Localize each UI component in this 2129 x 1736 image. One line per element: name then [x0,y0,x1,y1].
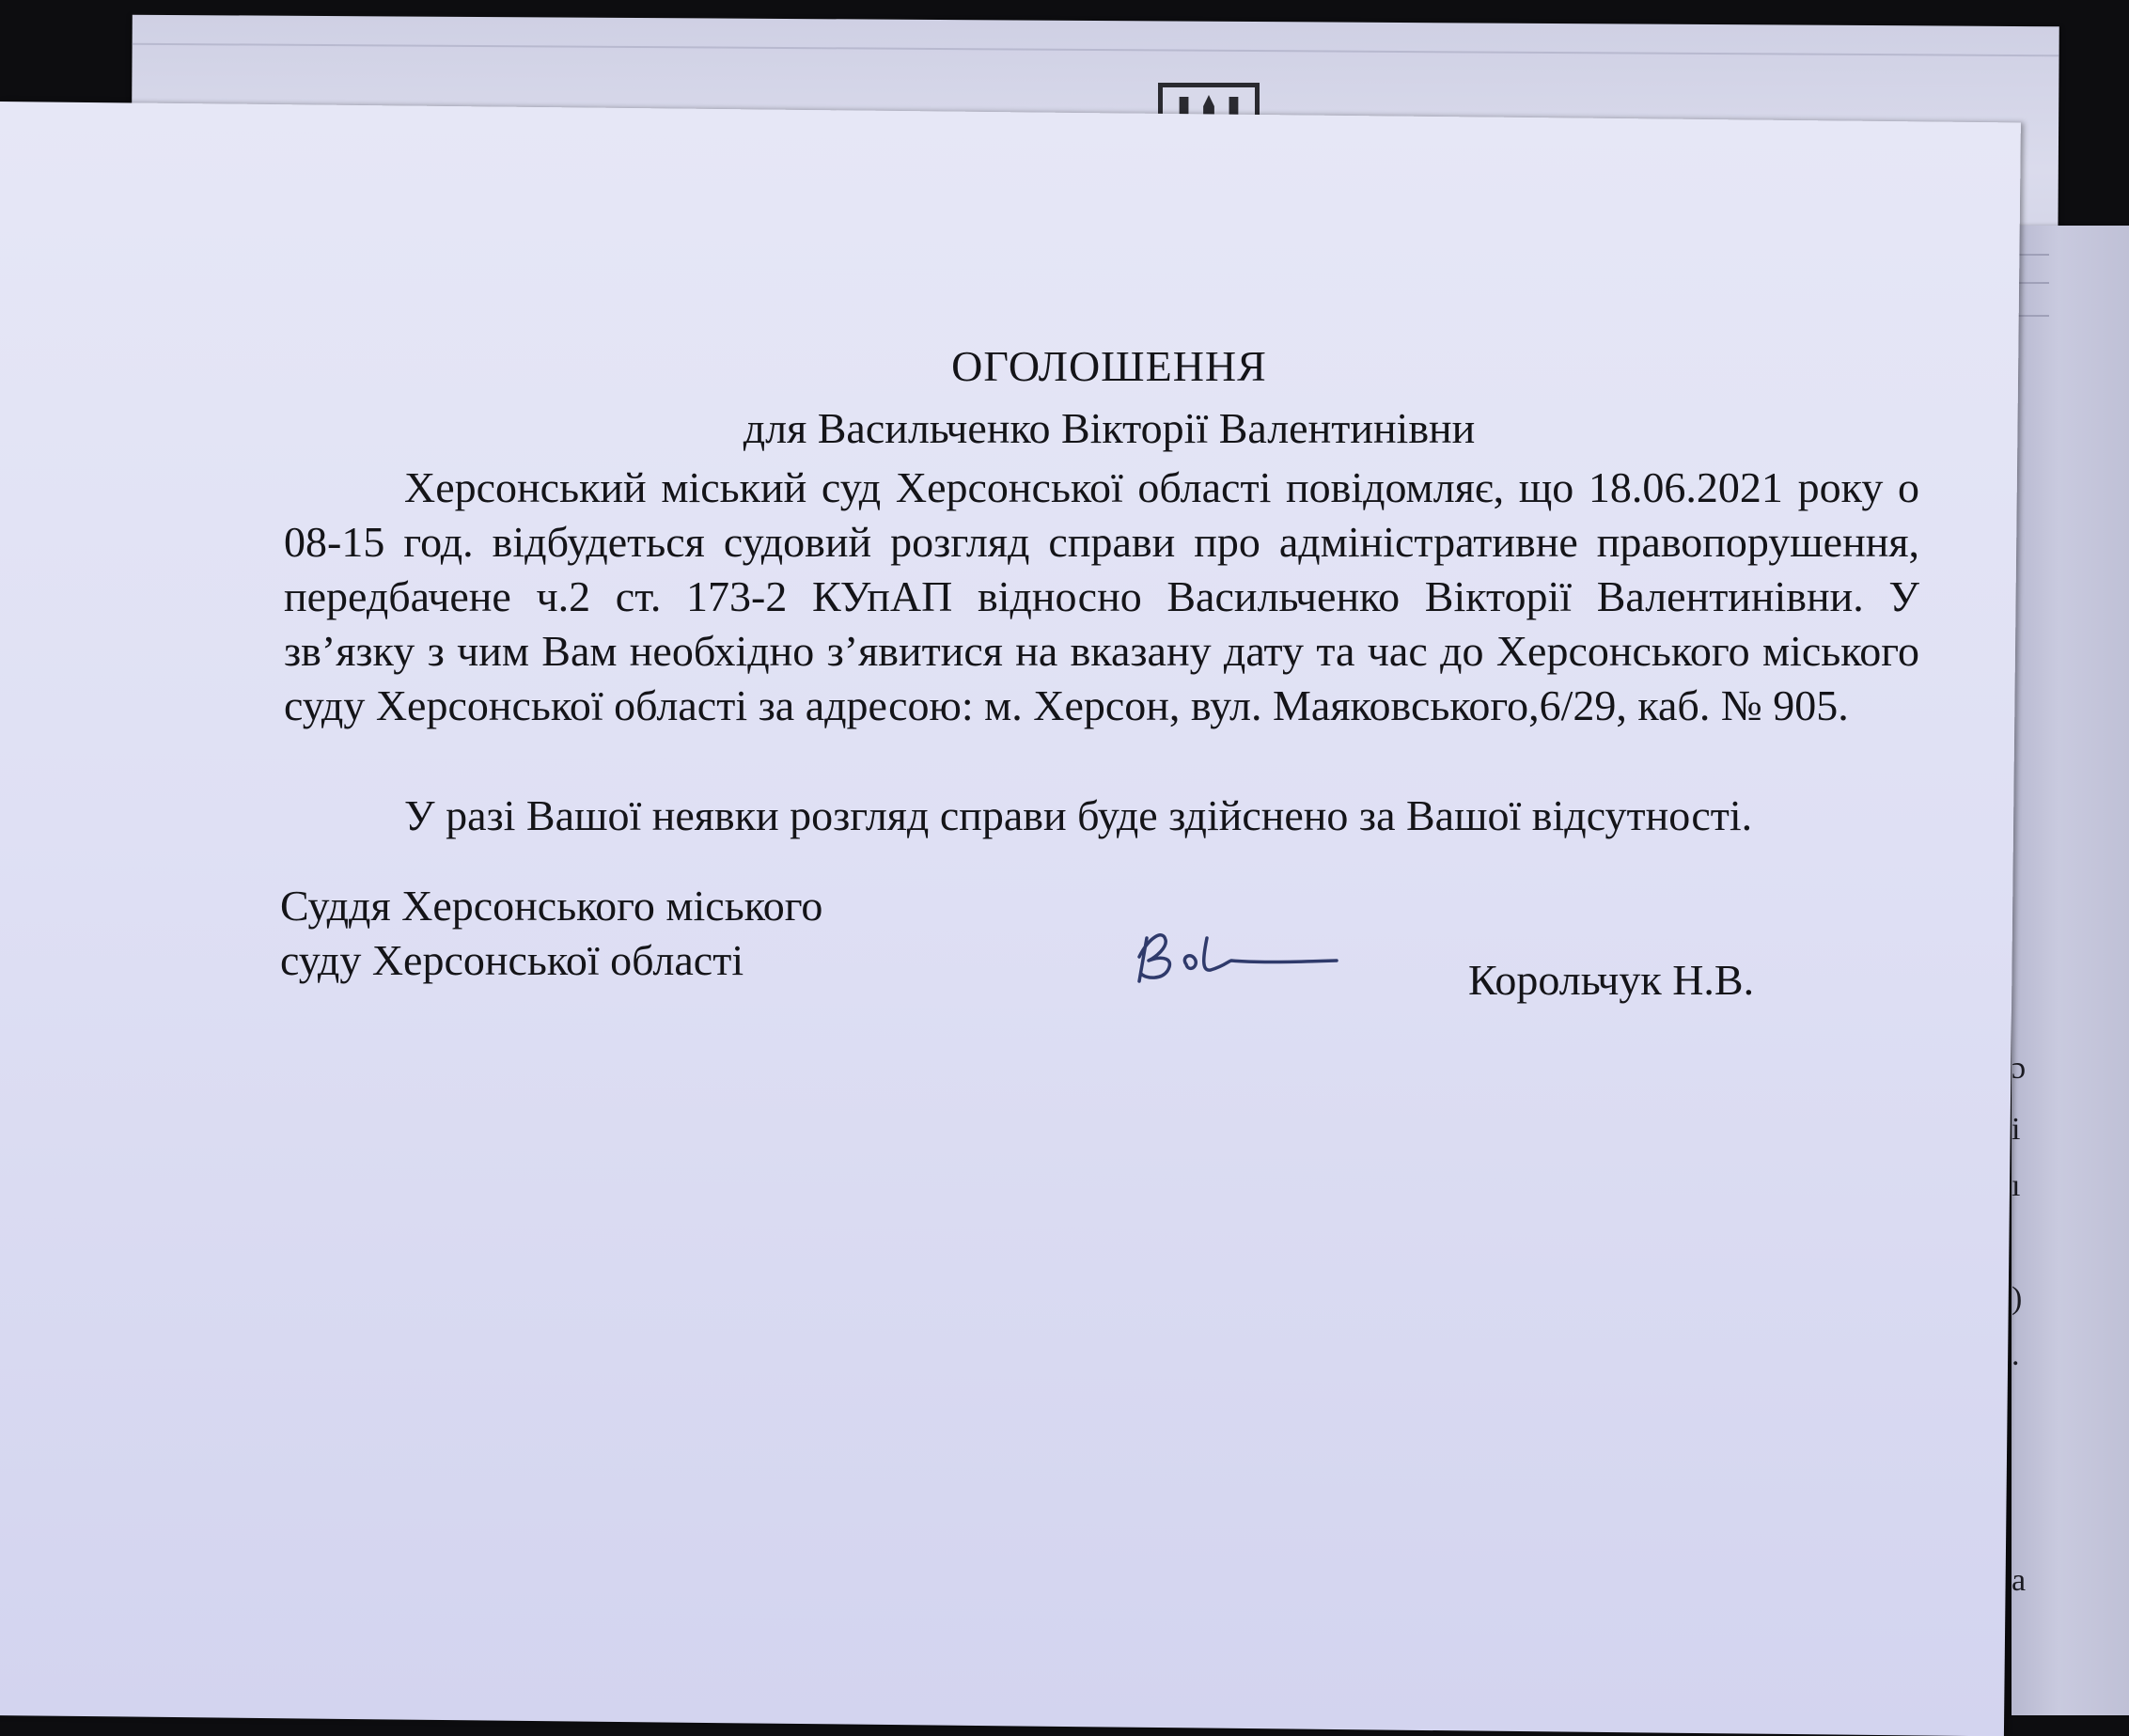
signatory-title-line1: Суддя Херсонського міського [280,882,823,930]
signatory-title [280,879,938,988]
peek-char: а [2012,1563,2027,1598]
notice-addressee: для Васильченко Вікторії Валентинівни [743,404,1476,452]
sheet-edge-line [133,43,2059,57]
peek-char: ı [2012,1168,2021,1203]
handwritten-signature [1120,919,1346,994]
notice-body-paragraph: Херсонський міський суд Херсонської області повідомляє, що 18.06.2021 року о 08-15 год. відбудеться судовий розгляд справи про адміністративне правопорушення, передбачене ч.2 ст. 173-2 КУпАП відносно Васильченко Вікторії Валентинівни. У зв’язку з чим Вам необхідно з’явитися на вказану дату та час до Херсонського міського суду Херсонської області за адресою: м. Херсон, вул. Маяковського,6/29, каб. № 905. [284,463,1919,729]
peek-char: . [2012,1337,2020,1372]
peek-char: ) [2012,1281,2023,1316]
signatory-name: Корольчук Н.В. [1468,956,1755,1004]
peek-char: ɔ [2012,1051,2027,1086]
peek-char: і [2012,1112,2021,1147]
notice-absence-paragraph: У разі Вашої неявки розгляд справи буде здійснено за Вашої відсутності. [404,791,1753,839]
signatory-title-line2: суду Херсонської області [280,936,744,984]
stacked-documents-edge [2012,226,2129,1715]
notice-title: ОГОЛОШЕННЯ [951,342,1267,390]
